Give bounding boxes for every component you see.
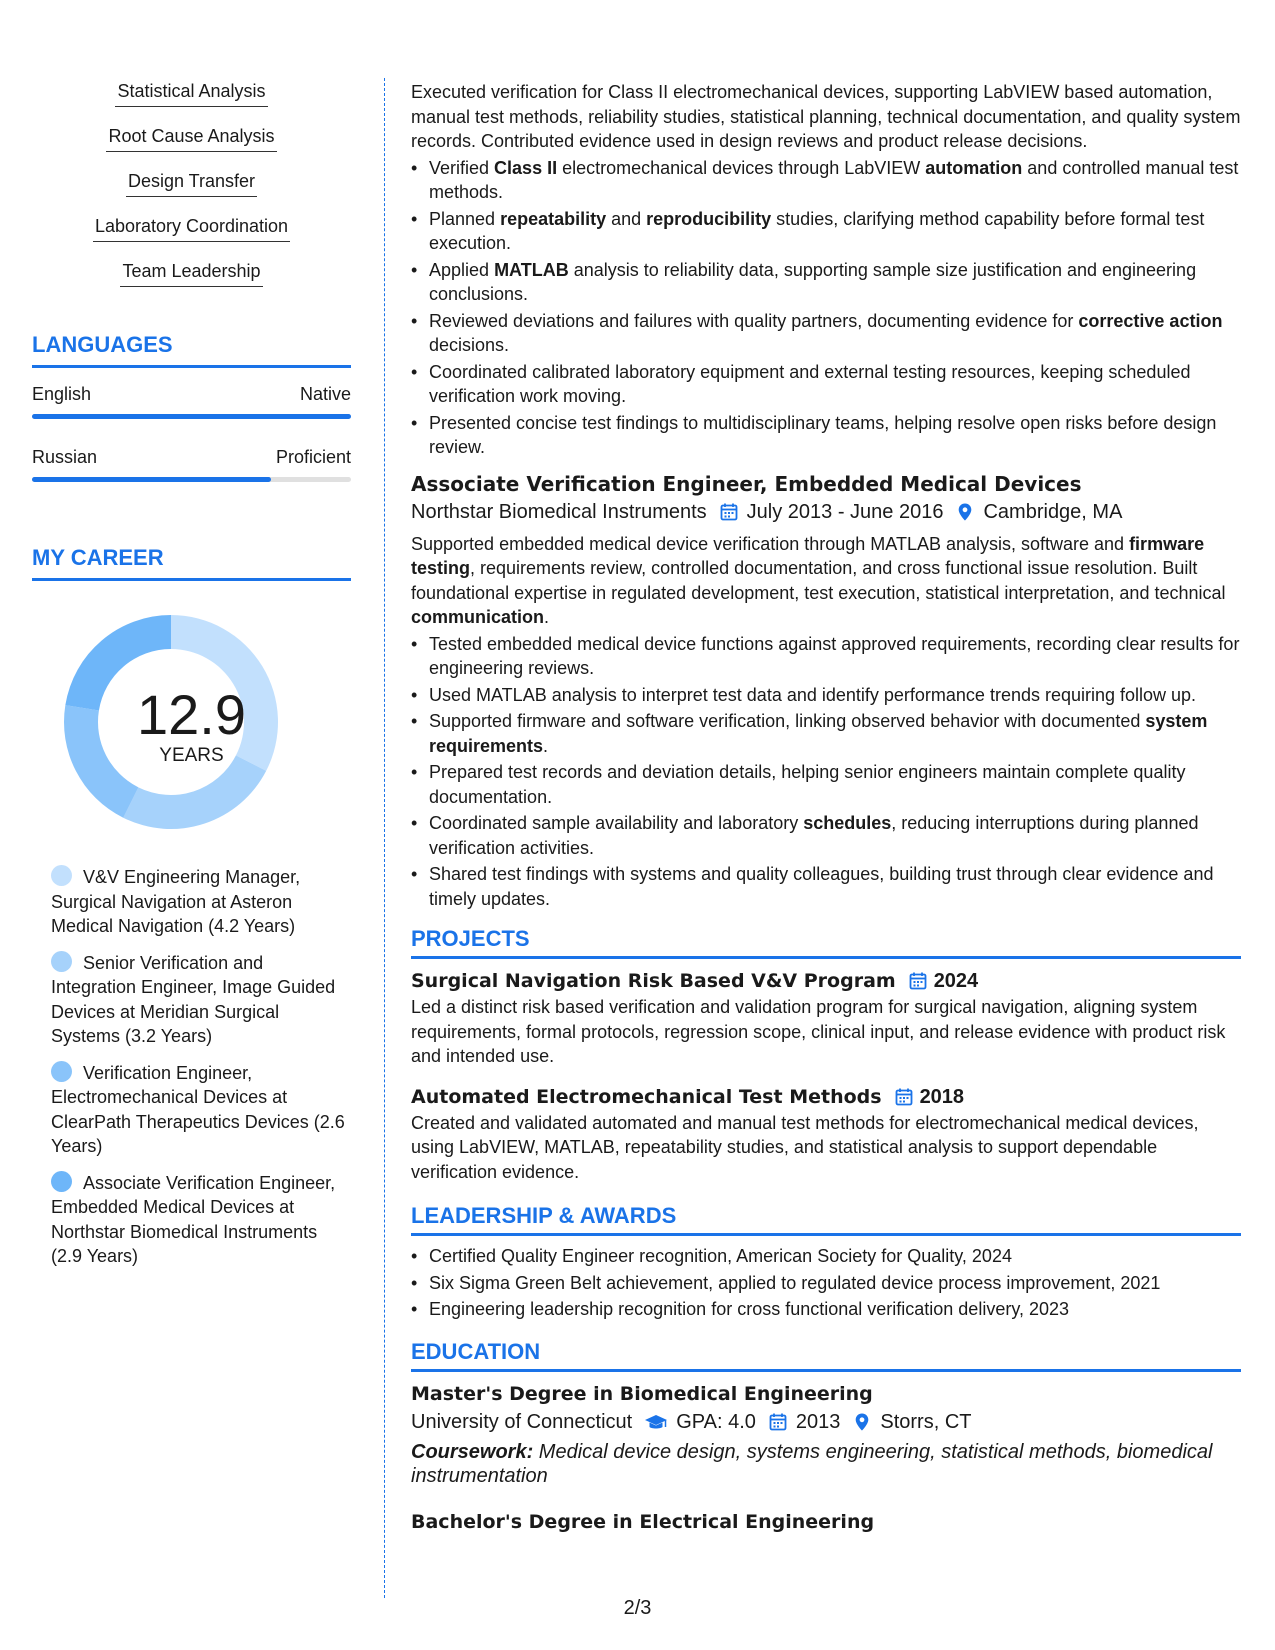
- main-content: [411, 80, 1241, 1536]
- job-bullets: [411, 632, 1241, 912]
- career-legend-item: [32, 865, 351, 939]
- bullet-item: • Planned repeatability and reproducibility studies, clarifying method capability before formal test execution.: [411, 207, 1241, 256]
- skill-label: Root Cause Analysis: [106, 125, 276, 152]
- job-company: Northstar Biomedical Instruments: [411, 500, 707, 523]
- language-row: [32, 445, 351, 469]
- gpa: GPA: 4.0: [676, 1410, 756, 1433]
- coursework-label: Coursework:: [411, 1440, 534, 1463]
- education-item: [411, 1508, 1241, 1536]
- bullet-item: • Used MATLAB analysis to interpret test data and identify performance trends requiring follow up.: [411, 683, 1241, 708]
- language-bar: [32, 414, 351, 419]
- job-summary: Supported embedded medical device verification through MATLAB analysis, software and firmware testing, requirements review, controlled documentation, and cross functional issue resolution. Built foundational expertise in regulated development, test execution, statistical interpretation, and technical communication.: [411, 533, 1226, 627]
- project-year: 2024: [933, 970, 979, 992]
- page-number: 2/3: [623, 1597, 652, 1619]
- project-title: Automated Electromechanical Test Methods: [411, 1085, 882, 1108]
- leadership-list: [411, 1244, 1241, 1322]
- career-heading: MY CAREER: [32, 544, 351, 581]
- legend-dot-icon: [51, 1171, 72, 1192]
- career-legend-item: [32, 1061, 351, 1159]
- column-divider: [384, 78, 385, 1598]
- career-total-value: 12.9: [137, 683, 246, 746]
- coursework-text: Medical device design, systems engineering, statistical methods, biomedical instrumentation: [411, 1440, 1213, 1487]
- bullet-item: • Applied MATLAB analysis to reliability data, supporting sample size justification and engineering conclusions.: [411, 258, 1241, 307]
- career-section: [32, 544, 351, 1269]
- leadership-heading: LEADERSHIP & AWARDS: [411, 1202, 1241, 1236]
- skill-label: Statistical Analysis: [115, 80, 267, 107]
- bullet-item: • Presented concise test findings to multidisciplinary teams, helping resolve open risks before design review.: [411, 411, 1241, 460]
- skill-label: Laboratory Coordination: [93, 215, 290, 242]
- coursework: [411, 1440, 1241, 1488]
- job-dates: July 2013 - June 2016: [746, 500, 944, 523]
- degree-title: Bachelor's Degree in Electrical Engineering: [411, 1510, 875, 1533]
- job-location: Cambridge, MA: [983, 500, 1123, 523]
- education-heading: EDUCATION: [411, 1338, 1241, 1372]
- skill-item: [32, 260, 351, 305]
- language-bar-fill: [32, 414, 351, 419]
- job-meta: [411, 498, 1241, 526]
- graduation-cap-icon: [644, 1412, 668, 1432]
- career-legend-text: Associate Verification Engineer, Embedded Medical Devices at Northstar Biomedical Instruments (2.9 Years): [51, 1172, 336, 1266]
- skill-item: [32, 125, 351, 170]
- projects-heading: PROJECTS: [411, 925, 1241, 959]
- career-legend: [32, 865, 351, 1269]
- language-name: English: [32, 384, 92, 404]
- career-legend-text: Verification Engineer, Electromechanical Devices at ClearPath Therapeutics Devices (2.6 Years): [51, 1062, 345, 1156]
- map-pin-icon: [852, 1412, 872, 1432]
- career-legend-text: V&V Engineering Manager, Surgical Navigation at Asteron Medical Navigation (4.2 Years): [51, 867, 301, 936]
- career-legend-item: [32, 1171, 351, 1269]
- project-description: Led a distinct risk based verification and validation program for surgical navigation, aligning system requirements, formal protocols, regression scope, clinical input, and release evidence with product risk and intended use.: [411, 997, 1226, 1066]
- bullet-item: • Shared test findings with systems and quality colleagues, building trust through clear evidence and timely updates.: [411, 862, 1241, 911]
- language-row: [32, 382, 351, 406]
- career-legend-text: Senior Verification and Integration Engineer, Image Guided Devices at Meridian Surgical Systems (3.2 Years): [51, 952, 336, 1046]
- education-item: [411, 1380, 1241, 1488]
- project-item: [411, 1083, 1241, 1185]
- career-total-unit: YEARS: [159, 745, 224, 766]
- language-bar: [32, 477, 351, 482]
- calendar-icon: [908, 971, 928, 991]
- language-level: Proficient: [275, 447, 351, 467]
- career-donut-chart: [32, 615, 351, 845]
- bullet-item: • Supported firmware and software verification, linking observed behavior with documented system requirements.: [411, 709, 1241, 758]
- leadership-item: • Six Sigma Green Belt achievement, applied to regulated device process improvement, 2021: [411, 1271, 1241, 1296]
- skills-list: [32, 80, 351, 305]
- education-meta: [411, 1408, 1241, 1436]
- school-location: Storrs, CT: [880, 1410, 972, 1433]
- project-title-row: [411, 967, 1241, 995]
- languages-section: [32, 331, 351, 482]
- graduation-year: 2013: [795, 1410, 841, 1433]
- job-title: Associate Verification Engineer, Embedded Medical Devices: [411, 471, 1082, 496]
- bullet-item: • Tested embedded medical device functions against approved requirements, recording clear results for engineering reviews.: [411, 632, 1241, 681]
- skill-item: [32, 215, 351, 260]
- previous-job-summary: Executed verification for Class II electromechanical devices, supporting LabVIEW based automation, manual test methods, reliability studies, statistical planning, technical documentation, and quality system records. Contributed evidence used in design reviews and product release decisions.: [411, 82, 1241, 151]
- previous-job-bullets: [411, 156, 1241, 460]
- languages-heading: LANGUAGES: [32, 331, 351, 368]
- sidebar: [32, 80, 351, 1281]
- skill-label: Team Leadership: [120, 260, 262, 287]
- language-item: [32, 445, 351, 482]
- bullet-item: • Coordinated sample availability and laboratory schedules, reducing interruptions during planned verification activities.: [411, 811, 1241, 860]
- language-name: Russian: [32, 447, 98, 467]
- skill-item: [32, 80, 351, 125]
- legend-dot-icon: [51, 1061, 72, 1082]
- bullet-item: • Prepared test records and deviation details, helping senior engineers maintain complete quality documentation.: [411, 760, 1241, 809]
- bullet-item: • Verified Class II electromechanical devices through LabVIEW automation and controlled manual test methods.: [411, 156, 1241, 205]
- degree-title: Master's Degree in Biomedical Engineering: [411, 1382, 873, 1405]
- project-title: Surgical Navigation Risk Based V&V Program: [411, 970, 896, 992]
- language-level: Native: [299, 384, 351, 404]
- project-description: Created and validated automated and manual test methods for electromechanical medical devices, using LabVIEW, MATLAB, repeatability studies, and statistical analysis to support dependable verification evidence.: [411, 1112, 1199, 1182]
- bullet-item: • Coordinated calibrated laboratory equipment and external testing resources, keeping scheduled verification work moving.: [411, 360, 1241, 409]
- language-bar-fill: [32, 477, 271, 482]
- map-pin-icon: [955, 502, 975, 522]
- bullet-item: • Reviewed deviations and failures with quality partners, documenting evidence for corrective action decisions.: [411, 309, 1241, 358]
- leadership-item: • Certified Quality Engineer recognition, American Society for Quality, 2024: [411, 1244, 1241, 1269]
- project-title-row: [411, 1083, 1241, 1111]
- calendar-icon: [768, 1412, 788, 1432]
- calendar-icon: [719, 502, 739, 522]
- career-legend-item: [32, 951, 351, 1049]
- skill-item: [32, 170, 351, 215]
- leadership-item: • Engineering leadership recognition for cross functional verification delivery, 2023: [411, 1297, 1241, 1322]
- project-year: 2018: [919, 1085, 965, 1108]
- project-item: [411, 967, 1241, 1069]
- language-item: [32, 382, 351, 419]
- legend-dot-icon: [51, 865, 72, 886]
- skill-label: Design Transfer: [126, 170, 257, 197]
- legend-dot-icon: [51, 951, 72, 972]
- school-name: University of Connecticut: [411, 1410, 633, 1433]
- calendar-icon: [894, 1087, 914, 1107]
